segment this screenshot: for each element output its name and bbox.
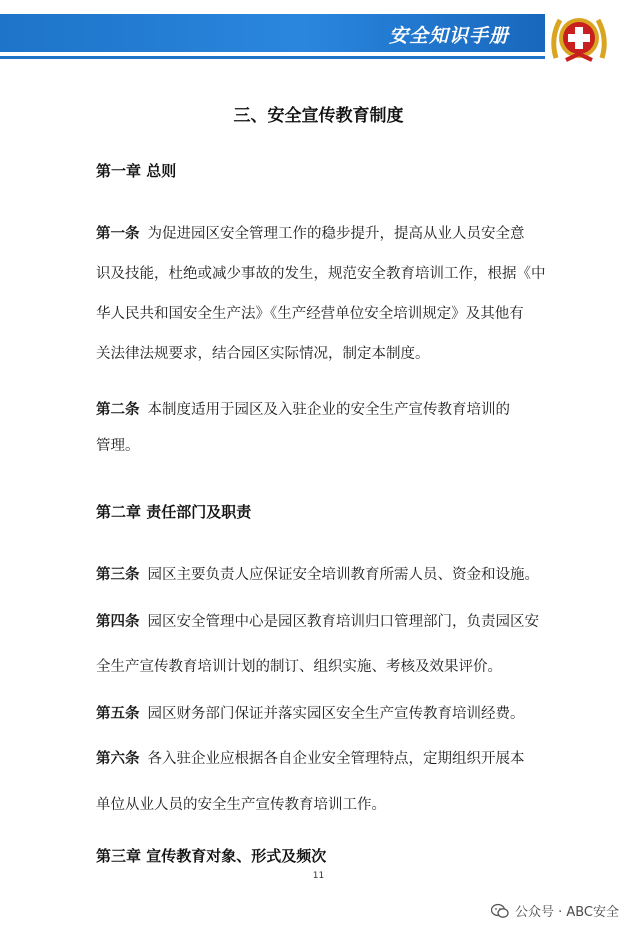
article-2-line-2: 管理。: [96, 438, 140, 454]
page-number: 11: [312, 871, 325, 881]
article-3-label: 第三条: [96, 567, 140, 583]
article-6-label: 第六条: [96, 751, 140, 767]
article-4-line-1: [96, 610, 539, 631]
article-1-line-4: 关法律法规要求，结合园区实际情况，制定本制度。: [96, 346, 430, 362]
wechat-icon: [491, 903, 509, 919]
article-4-label: 第四条: [96, 614, 140, 630]
article-1-text-1: 为促进园区安全管理工作的稳步提升，提高从业人员安全意: [147, 226, 525, 242]
article-2-line-1: [96, 398, 510, 419]
article-6-text-1: 各入驻企业应根据各自企业安全管理特点，定期组织开展本: [147, 751, 525, 767]
header-divider: [0, 56, 545, 59]
header-title: 安全知识手册: [388, 25, 509, 47]
article-1-label: 第一条: [96, 226, 140, 242]
article-1-line-2: 识及技能，杜绝或减少事故的发生，规范安全教育培训工作，根据《中: [96, 266, 546, 282]
article-5-text-1: 园区财务部门保证并落实园区安全生产宣传教育培训经费。: [147, 706, 525, 722]
article-6-line-2: 单位从业人员的安全生产宣传教育培训工作。: [96, 797, 386, 813]
safety-emblem-icon: [546, 8, 612, 68]
watermark-text: 公众号 · ABC安全: [514, 905, 619, 920]
article-5-line-1: [96, 702, 525, 723]
article-1-line-3: 华人民共和国安全生产法》《生产经营单位安全培训规定》及其他有: [96, 306, 524, 322]
article-3-text-1: 园区主要负责人应保证安全培训教育所需人员、资金和设施。: [147, 567, 539, 583]
article-5-label: 第五条: [96, 706, 140, 722]
document-title: 三、安全宣传教育制度: [233, 106, 404, 126]
watermark: [491, 901, 619, 920]
article-2-label: 第二条: [96, 402, 140, 418]
chapter-2-heading: 第二章 责任部门及职责: [96, 503, 252, 521]
article-4-text-1: 园区安全管理中心是园区教育培训归口管理部门，负责园区安: [147, 614, 539, 630]
article-4-line-2: 全生产宣传教育培训计划的制订、组织实施、考核及效果评价。: [96, 659, 502, 675]
chapter-1-heading: 第一章 总则: [96, 162, 177, 180]
chapter-3-heading: 第三章 宣传教育对象、形式及频次: [96, 847, 327, 865]
article-1-line-1: [96, 222, 525, 243]
article-2-text-1: 本制度适用于园区及入驻企业的安全生产宣传教育培训的: [147, 402, 510, 418]
article-6-line-1: [96, 747, 525, 768]
article-3-line-1: [96, 563, 539, 584]
